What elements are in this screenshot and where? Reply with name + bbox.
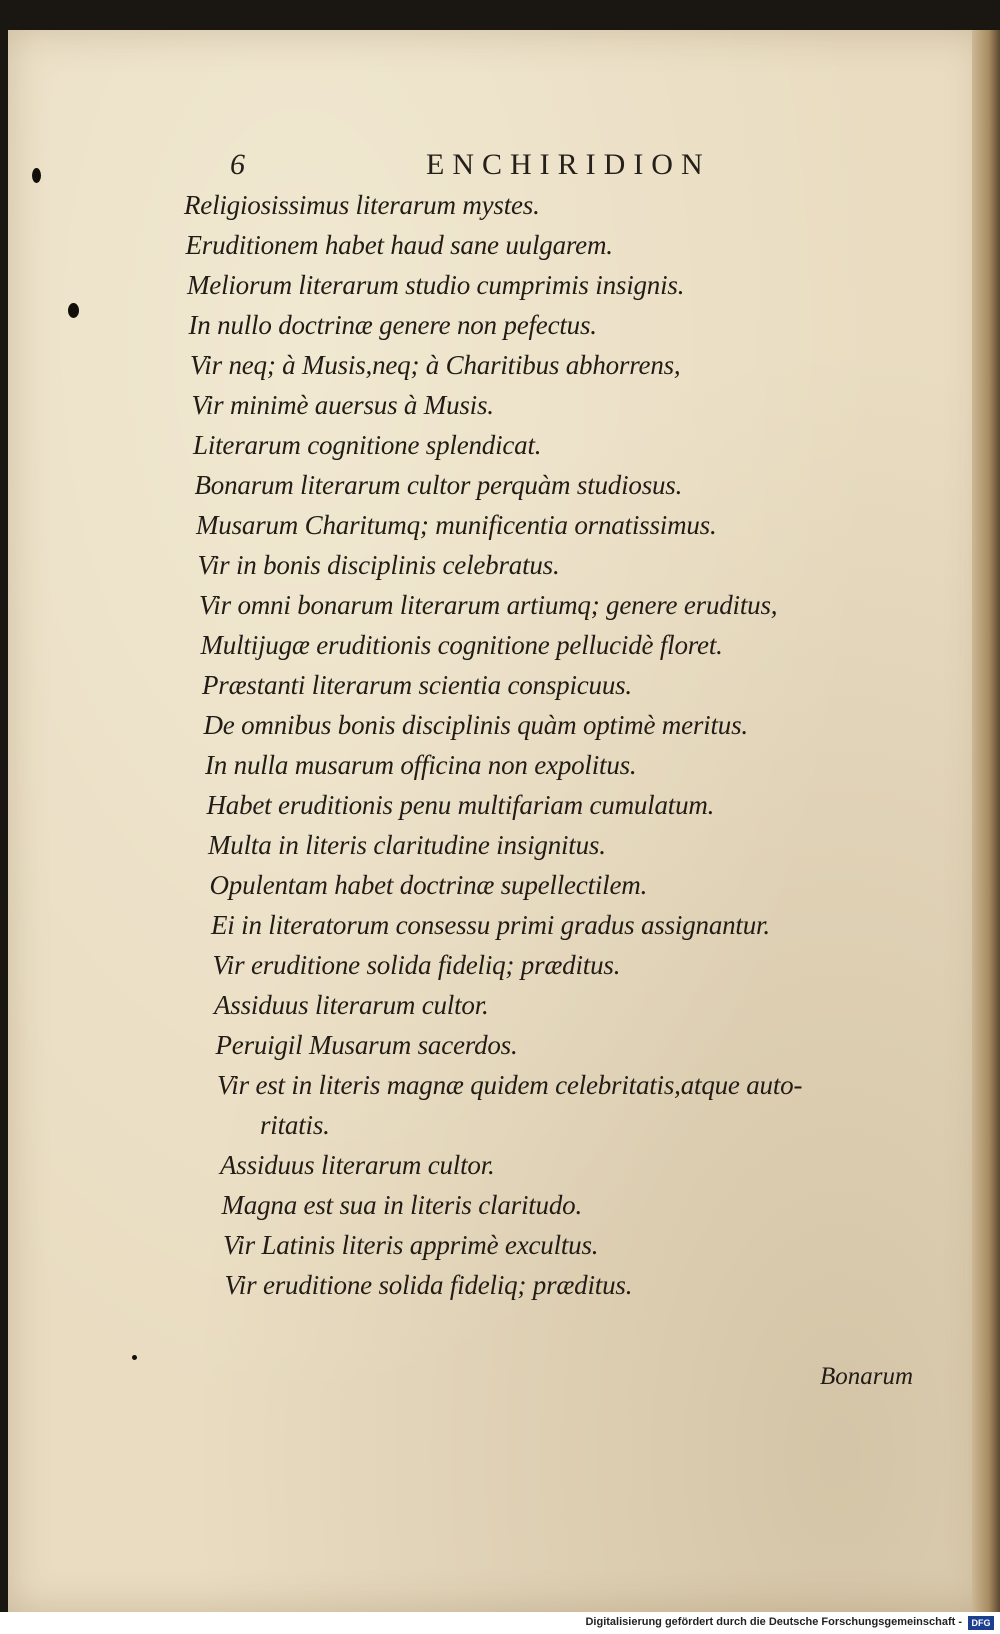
digitization-footer [0,1612,1000,1634]
text-line: ritatis. [260,1110,330,1140]
ink-blot [68,303,79,318]
page-heading: ENCHIRIDION [426,148,711,181]
text-line: De omnibus bonis disciplinis quàm optimè meritus. [203,710,748,740]
text-line: In nulla musarum officina non expolitus. [205,750,637,780]
text-line: Vir eruditione solida fideliq; præditus. [224,1270,633,1300]
text-line: Ei in literatorum consessu primi gradus assignantur. [211,910,770,940]
text-line: Religiosissimus literarum mystes. [184,190,540,220]
text-line: Literarum cognitione splendicat. [193,430,542,460]
page-number: 6 [230,148,245,181]
text-line: Vir omni bonarum literarum artiumq; genere eruditus, [199,590,778,620]
text-line: Bonarum literarum cultor perquàm studiosus. [194,470,683,500]
ink-speck [132,1355,137,1360]
text-line: Habet eruditionis penu multifariam cumulatum. [206,790,715,820]
text-line: Meliorum literarum studio cumprimis insignis. [187,270,685,300]
text-line: Vir neq; à Musis,neq; à Charitibus abhorrens, [190,350,681,380]
catchword: Bonarum [820,1363,914,1390]
text-line: Vir eruditione solida fideliq; præditus. [212,950,621,980]
text-line: In nullo doctrinæ genere non pefectus. [188,310,597,340]
dfg-logo: DFG [968,1616,994,1630]
text-line: Vir est in literis magnæ quidem celebritatis,atque auto- [217,1070,803,1100]
text-line: Assiduus literarum cultor. [214,990,489,1020]
text-line: Assiduus literarum cultor. [220,1150,495,1180]
text-line: Vir in bonis disciplinis celebratus. [197,550,560,580]
text-line: Peruigil Musarum sacerdos. [215,1030,518,1060]
text-line: Musarum Charitumq; munificentia ornatissimus. [196,510,717,540]
text-line: Multa in literis claritudine insignitus. [208,830,606,860]
text-line: Præstanti literarum scientia conspicuus. [202,670,632,700]
text-line: Magna est sua in literis claritudo. [221,1190,582,1220]
footer-credit: Digitalisierung gefördert durch die Deutsche Forschungsgemeinschaft - [585,1616,962,1628]
text-line: Vir Latinis literis apprimè excultus. [223,1230,599,1260]
ink-blot [32,168,41,183]
running-head [8,148,986,192]
text-line: Opulentam habet doctrinæ supellectilem. [209,870,648,900]
text-line: Multijugæ eruditionis cognitione pellucidè floret. [200,630,723,660]
text-line: Eruditionem habet haud sane uulgarem. [185,230,613,260]
text-line: Vir minimè auersus à Musis. [191,390,494,420]
page-edge-shadow [972,30,1000,1612]
book-page [8,30,986,1612]
